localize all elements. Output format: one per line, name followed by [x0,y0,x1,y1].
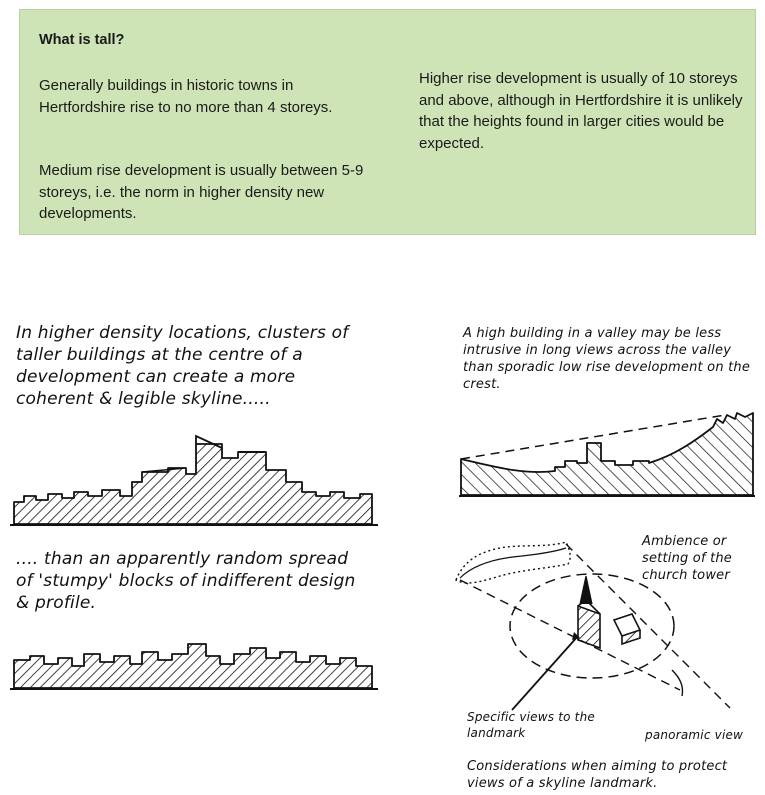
landmark-caption: Considerations when aiming to protect views of a skyline landmark. [467,759,728,791]
info-box [19,9,756,235]
church-tower-sketch [450,540,765,715]
random-blocks-sketch [10,638,380,694]
valley-caption: A high building in a valley may be less intrusive in long views across the valley than sporadic low rise development on the crest. [463,326,751,392]
low-rise-paragraph: Generally buildings in historic towns in Hertfordshire rise to no more than 4 storeys. [39,77,333,116]
specific-views-label: Specific views to the landmark [467,710,595,740]
info-heading: What is tall? [39,32,125,48]
high-rise-paragraph: Higher rise development is usually of 10 storeys and above, although in Hertfordshire it is unlikely that the heights found in larger cities would be expected. [419,70,743,152]
random-blocks-caption: .... than an apparently random spread of 'stumpy' blocks of indifferent design & profile. [16,549,356,613]
medium-rise-paragraph: Medium rise development is usually between 5-9 storeys, i.e. the norm in higher density new developments. [39,162,364,222]
clustered-skyline-caption: In higher density locations, clusters of taller buildings at the centre of a development can create a more coherent & legible skyline..... [16,323,349,409]
clustered-skyline-sketch [10,432,380,532]
panoramic-view-label: panoramic view [645,728,744,742]
valley-sketch [455,405,760,500]
ambience-label: Ambience or setting of the church tower [642,534,732,583]
